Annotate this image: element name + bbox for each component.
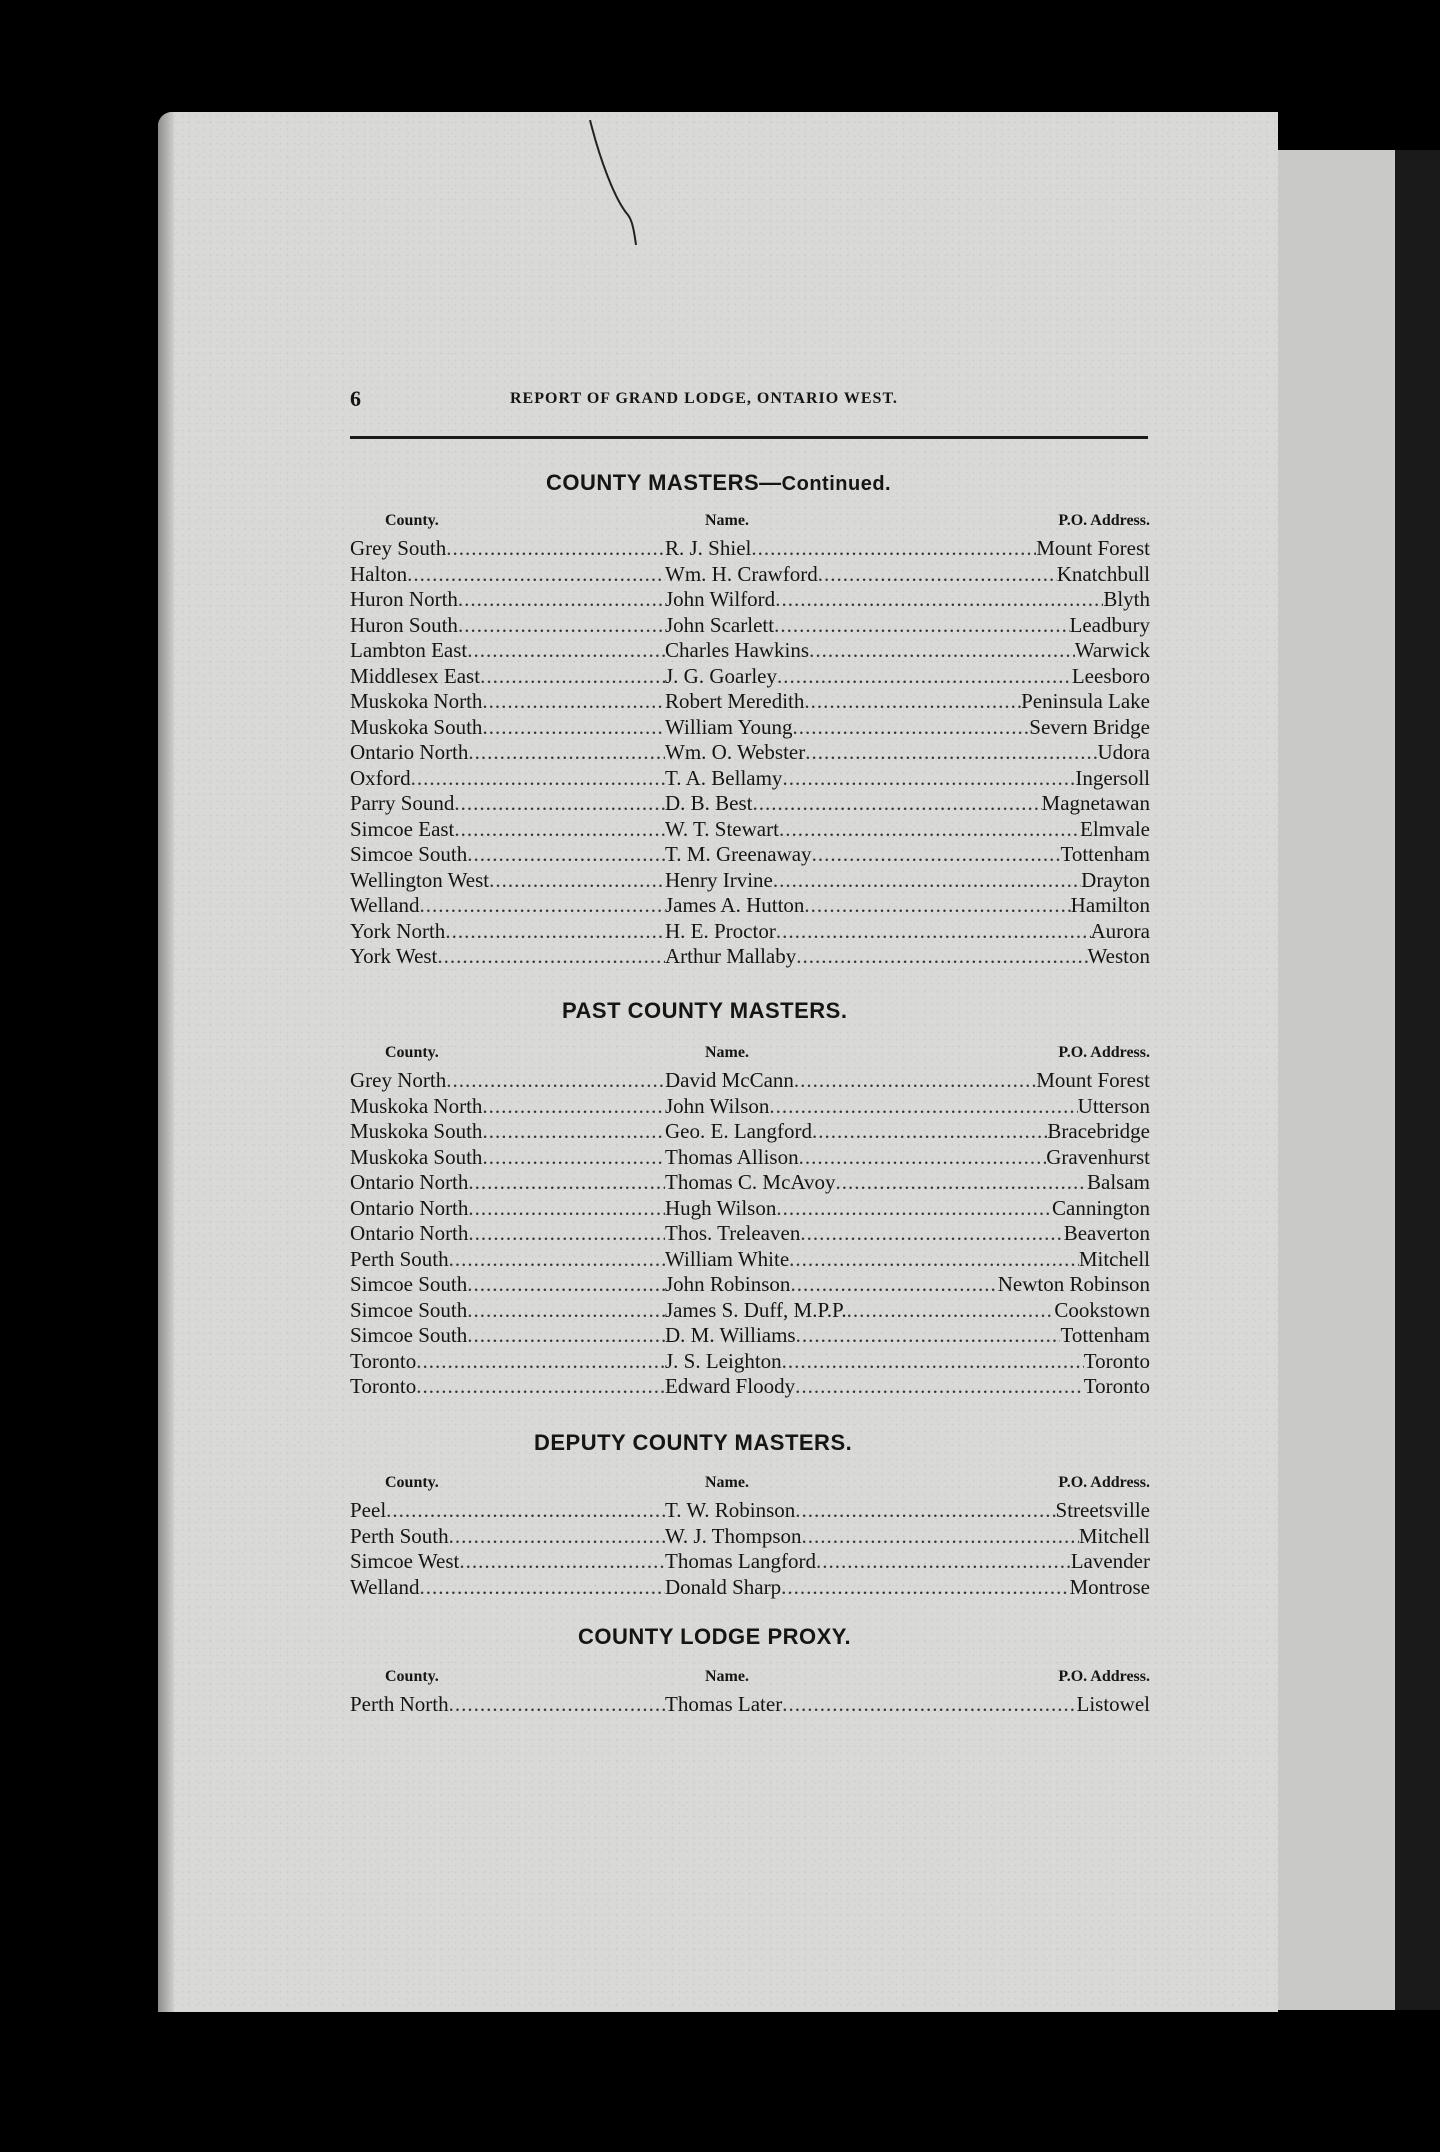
name-cell: Wm. O. Webster bbox=[665, 740, 806, 764]
leader-dots bbox=[467, 638, 665, 663]
list-row bbox=[350, 1068, 1150, 1094]
leader-dots bbox=[449, 1692, 665, 1717]
address-cell: Gravenhurst bbox=[1046, 1144, 1150, 1169]
list-row bbox=[350, 919, 1150, 945]
county-cell: Huron North bbox=[350, 587, 458, 611]
county-cell: Perth North bbox=[350, 1692, 449, 1716]
county-lodge-proxy-list bbox=[350, 1692, 1150, 1718]
name-cell: William White bbox=[665, 1246, 790, 1271]
leader-dots bbox=[800, 1221, 1063, 1246]
leader-dots bbox=[467, 1272, 665, 1297]
address-cell: Leadbury bbox=[1069, 612, 1150, 637]
leader-dots bbox=[799, 1145, 1047, 1170]
leader-dots bbox=[467, 842, 665, 867]
name-cell: Thomas Later bbox=[665, 1692, 783, 1716]
leader-dots bbox=[458, 613, 665, 638]
county-masters-list bbox=[350, 536, 1150, 970]
county-cell: Muskoka North bbox=[350, 1093, 483, 1118]
name-cell: R. J. Shiel bbox=[665, 536, 752, 560]
list-row bbox=[350, 842, 1150, 868]
list-row bbox=[350, 1170, 1150, 1196]
page-number: 6 bbox=[350, 386, 362, 411]
leader-dots bbox=[467, 1323, 665, 1348]
leader-dots bbox=[482, 1094, 665, 1119]
facing-page-shadow bbox=[1395, 150, 1440, 2010]
name-cell: John Wilford bbox=[665, 587, 776, 611]
county-cell: Muskoka South bbox=[350, 1119, 483, 1143]
address-cell: Balsam bbox=[1087, 1170, 1150, 1194]
leader-dots bbox=[782, 1349, 1084, 1374]
name-cell: D. M. Williams bbox=[665, 1323, 796, 1347]
list-row bbox=[350, 1094, 1150, 1120]
list-row bbox=[350, 638, 1150, 664]
leader-dots bbox=[805, 740, 1097, 765]
address-cell: Drayton bbox=[1081, 867, 1150, 892]
header-county: County. bbox=[385, 1668, 439, 1685]
address-cell: Mount Forest bbox=[1036, 536, 1150, 560]
address-cell: Toronto bbox=[1083, 1348, 1150, 1373]
county-cell: Wellington West bbox=[350, 867, 490, 892]
leader-dots bbox=[751, 536, 1036, 561]
name-cell: Arthur Mallaby bbox=[665, 944, 797, 968]
leader-dots bbox=[836, 1170, 1087, 1195]
list-row bbox=[350, 562, 1150, 588]
address-cell: Listowel bbox=[1076, 1692, 1150, 1716]
county-cell: Muskoka North bbox=[350, 689, 483, 713]
leader-dots bbox=[468, 1221, 665, 1246]
leader-dots bbox=[468, 740, 665, 765]
name-cell: Geo. E. Langford bbox=[665, 1119, 812, 1143]
leader-dots bbox=[454, 817, 665, 842]
list-row bbox=[350, 1196, 1150, 1222]
list-row bbox=[350, 791, 1150, 817]
past-county-masters-list bbox=[350, 1068, 1150, 1400]
header-address: P.O. Address. bbox=[1058, 1474, 1150, 1491]
leader-dots bbox=[449, 1524, 665, 1549]
address-cell: Toronto bbox=[1083, 1374, 1150, 1398]
county-cell: Toronto bbox=[350, 1348, 417, 1373]
address-cell: Tottenham bbox=[1060, 842, 1150, 866]
header-address: P.O. Address. bbox=[1058, 1668, 1150, 1685]
county-cell: Peel bbox=[350, 1498, 387, 1522]
address-cell: Newton Robinson bbox=[997, 1272, 1150, 1296]
county-cell: Muskoka South bbox=[350, 1144, 483, 1169]
leader-dots bbox=[458, 587, 665, 612]
leader-dots bbox=[776, 919, 1091, 944]
leader-dots bbox=[812, 1119, 1047, 1144]
list-row bbox=[350, 868, 1150, 894]
leader-dots bbox=[753, 791, 1042, 816]
leader-dots bbox=[437, 944, 665, 969]
county-cell: Ontario North bbox=[350, 1170, 469, 1194]
header-county: County. bbox=[385, 1044, 439, 1061]
header-address: P.O. Address. bbox=[1058, 1044, 1150, 1061]
address-cell: Streetsville bbox=[1055, 1498, 1150, 1522]
leader-dots bbox=[407, 562, 665, 587]
leader-dots bbox=[459, 1549, 665, 1574]
name-cell: Thomas Allison bbox=[665, 1144, 799, 1169]
name-cell: T. W. Robinson bbox=[665, 1498, 796, 1522]
list-row bbox=[350, 1498, 1150, 1524]
column-headers bbox=[350, 1668, 1150, 1690]
county-cell: Welland bbox=[350, 1574, 420, 1599]
leader-dots bbox=[774, 613, 1069, 638]
list-row bbox=[350, 1247, 1150, 1273]
header-name: Name. bbox=[705, 1044, 749, 1061]
leader-dots bbox=[775, 587, 1103, 612]
name-cell: Wm. H. Crawford bbox=[665, 561, 818, 586]
deputy-county-masters-list bbox=[350, 1498, 1150, 1600]
leader-dots bbox=[789, 1247, 1079, 1272]
address-cell: Elmvale bbox=[1080, 816, 1150, 841]
name-cell: W. J. Thompson bbox=[665, 1523, 802, 1548]
list-row bbox=[350, 1524, 1150, 1550]
page-edge-shadow bbox=[158, 112, 174, 2012]
county-cell: Perth South bbox=[350, 1523, 449, 1548]
address-cell: Montrose bbox=[1069, 1574, 1150, 1599]
leader-dots bbox=[419, 893, 665, 918]
leader-dots bbox=[773, 868, 1081, 893]
name-cell: John Robinson bbox=[665, 1272, 791, 1296]
name-cell: Robert Meredith bbox=[665, 689, 805, 713]
name-cell: J. S. Leighton bbox=[665, 1348, 782, 1373]
county-cell: Simcoe South bbox=[350, 1297, 468, 1322]
name-cell: Edward Floody bbox=[665, 1374, 796, 1398]
leader-dots bbox=[781, 1575, 1069, 1600]
list-row bbox=[350, 1298, 1150, 1324]
leader-dots bbox=[847, 1298, 1055, 1323]
address-cell: Bracebridge bbox=[1047, 1119, 1150, 1143]
list-row bbox=[350, 587, 1150, 613]
list-row bbox=[350, 1549, 1150, 1575]
county-cell: Simcoe West bbox=[350, 1549, 460, 1573]
name-cell: John Wilson bbox=[665, 1093, 770, 1118]
county-cell: Simcoe South bbox=[350, 842, 468, 866]
county-cell: Grey South bbox=[350, 536, 447, 560]
leader-dots bbox=[454, 791, 665, 816]
name-cell: David McCann bbox=[665, 1068, 794, 1092]
column-headers bbox=[350, 1044, 1150, 1066]
county-cell: Huron South bbox=[350, 612, 458, 637]
address-cell: Mount Forest bbox=[1036, 1068, 1150, 1092]
address-cell: Hamilton bbox=[1070, 893, 1150, 917]
county-cell: York North bbox=[350, 918, 446, 943]
address-cell: Severn Bridge bbox=[1029, 714, 1150, 739]
county-cell: Ontario North bbox=[350, 1221, 469, 1245]
leader-dots bbox=[468, 1170, 665, 1195]
name-cell: W. T. Stewart bbox=[665, 816, 779, 841]
header-name: Name. bbox=[705, 512, 749, 529]
leader-dots bbox=[796, 944, 1087, 969]
list-row bbox=[350, 1272, 1150, 1298]
leader-dots bbox=[446, 1068, 665, 1093]
header-county: County. bbox=[385, 512, 439, 529]
leader-dots bbox=[790, 1272, 997, 1297]
name-cell: J. G. Goarley bbox=[665, 663, 777, 688]
leader-dots bbox=[482, 689, 665, 714]
name-cell: Thomas C. McAvoy bbox=[665, 1170, 836, 1194]
list-row bbox=[350, 1374, 1150, 1400]
name-cell: Hugh Wilson bbox=[665, 1195, 777, 1220]
leader-dots bbox=[449, 1247, 665, 1272]
leader-dots bbox=[416, 1374, 665, 1399]
name-cell: Henry Irvine bbox=[665, 867, 773, 892]
county-cell: Middlesex East bbox=[350, 663, 481, 688]
county-cell: Halton bbox=[350, 561, 408, 586]
header-name: Name. bbox=[705, 1668, 749, 1685]
list-row bbox=[350, 740, 1150, 766]
county-cell: Lambton East bbox=[350, 638, 468, 662]
address-cell: Magnetawan bbox=[1041, 791, 1150, 815]
list-row bbox=[350, 1692, 1150, 1718]
county-cell: Grey North bbox=[350, 1068, 447, 1092]
column-headers bbox=[350, 512, 1150, 534]
list-row bbox=[350, 817, 1150, 843]
leader-dots bbox=[467, 1298, 665, 1323]
address-cell: Warwick bbox=[1074, 638, 1150, 662]
name-cell: H. E. Proctor bbox=[665, 918, 776, 943]
column-headers bbox=[350, 1474, 1150, 1496]
leader-dots bbox=[779, 817, 1080, 842]
list-row bbox=[350, 1349, 1150, 1375]
list-row bbox=[350, 664, 1150, 690]
leader-dots bbox=[793, 715, 1030, 740]
leader-dots bbox=[796, 1323, 1061, 1348]
leader-dots bbox=[809, 638, 1075, 663]
leader-dots bbox=[804, 689, 1021, 714]
leader-dots bbox=[482, 1145, 665, 1170]
section-title-suffix: Continued. bbox=[781, 473, 892, 495]
county-cell: York West bbox=[350, 944, 438, 968]
leader-dots bbox=[816, 1549, 1071, 1574]
name-cell: Donald Sharp bbox=[665, 1574, 782, 1599]
leader-dots bbox=[776, 1196, 1052, 1221]
list-row bbox=[350, 1145, 1150, 1171]
name-cell: Thomas Langford bbox=[665, 1549, 817, 1573]
section-title-text: COUNTY LODGE PROXY. bbox=[578, 1624, 852, 1649]
leader-dots bbox=[812, 842, 1061, 867]
leader-dots bbox=[777, 664, 1072, 689]
address-cell: Utterson bbox=[1077, 1093, 1150, 1118]
running-head: REPORT OF GRAND LODGE, ONTARIO WEST. bbox=[510, 390, 898, 407]
header-county: County. bbox=[385, 1474, 439, 1491]
address-cell: Leesboro bbox=[1071, 663, 1150, 688]
header-name: Name. bbox=[705, 1474, 749, 1491]
leader-dots bbox=[782, 766, 1075, 791]
list-row bbox=[350, 715, 1150, 741]
leader-dots bbox=[482, 715, 665, 740]
header-address: P.O. Address. bbox=[1058, 512, 1150, 529]
section-title-text: COUNTY MASTERS bbox=[546, 470, 760, 495]
county-cell: Welland bbox=[350, 893, 420, 917]
leader-dots bbox=[468, 1196, 665, 1221]
county-cell: Toronto bbox=[350, 1374, 417, 1398]
leader-dots bbox=[411, 766, 665, 791]
name-cell: T. A. Bellamy bbox=[665, 765, 783, 790]
section-title-text: DEPUTY COUNTY MASTERS. bbox=[534, 1430, 853, 1455]
leader-dots bbox=[794, 1068, 1036, 1093]
county-cell: Parry Sound bbox=[350, 791, 455, 815]
address-cell: Peninsula Lake bbox=[1021, 689, 1150, 713]
name-cell: William Young bbox=[665, 714, 793, 739]
name-cell: James S. Duff, M.P.P. bbox=[665, 1297, 847, 1322]
leader-dots bbox=[416, 1349, 665, 1374]
county-cell: Oxford bbox=[350, 765, 411, 790]
county-cell: Ontario North bbox=[350, 1195, 469, 1220]
name-cell: D. B. Best bbox=[665, 791, 753, 815]
section-title-county-lodge-proxy bbox=[578, 1624, 851, 1650]
address-cell: Cookstown bbox=[1054, 1297, 1150, 1322]
address-cell: Udora bbox=[1097, 740, 1150, 764]
name-cell: James A. Hutton bbox=[665, 893, 805, 917]
section-title-past-county-masters bbox=[562, 998, 847, 1024]
address-cell: Beaverton bbox=[1063, 1221, 1150, 1245]
county-cell: Perth South bbox=[350, 1246, 449, 1271]
leader-dots bbox=[802, 1524, 1079, 1549]
list-row bbox=[350, 1221, 1150, 1247]
list-row bbox=[350, 1323, 1150, 1349]
section-title-deputy-county-masters bbox=[534, 1430, 852, 1456]
leader-dots bbox=[795, 1498, 1055, 1523]
section-title-text: PAST COUNTY MASTERS. bbox=[562, 998, 848, 1023]
leader-dots bbox=[480, 664, 665, 689]
address-cell: Mitchell bbox=[1078, 1246, 1150, 1271]
name-cell: John Scarlett bbox=[665, 612, 775, 637]
list-row bbox=[350, 1119, 1150, 1145]
leader-dots bbox=[818, 562, 1057, 587]
county-cell: Simcoe East bbox=[350, 816, 455, 841]
address-cell: Ingersoll bbox=[1075, 765, 1150, 790]
leader-dots bbox=[482, 1119, 665, 1144]
list-row bbox=[350, 1575, 1150, 1601]
county-cell: Simcoe South bbox=[350, 1323, 468, 1347]
address-cell: Knatchbull bbox=[1056, 561, 1150, 586]
leader-dots bbox=[386, 1498, 665, 1523]
list-row bbox=[350, 689, 1150, 715]
address-cell: Cannington bbox=[1052, 1195, 1150, 1220]
leader-dots bbox=[419, 1575, 665, 1600]
name-cell: Thos. Treleaven bbox=[665, 1221, 801, 1245]
county-cell: Simcoe South bbox=[350, 1272, 468, 1296]
address-cell: Aurora bbox=[1090, 918, 1150, 943]
address-cell: Lavender bbox=[1070, 1549, 1150, 1573]
list-row bbox=[350, 893, 1150, 919]
leader-dots bbox=[489, 868, 665, 893]
address-cell: Blyth bbox=[1103, 587, 1150, 611]
county-cell: Ontario North bbox=[350, 740, 469, 764]
name-cell: T. M. Greenaway bbox=[665, 842, 812, 866]
name-cell: Charles Hawkins bbox=[665, 638, 810, 662]
leader-dots bbox=[769, 1094, 1077, 1119]
list-row bbox=[350, 766, 1150, 792]
list-row bbox=[350, 613, 1150, 639]
header-rule bbox=[350, 436, 1148, 439]
list-row bbox=[350, 944, 1150, 970]
section-title-county-masters: COUNTY MASTERS—Continued. bbox=[546, 470, 892, 495]
pen-mark-decoration bbox=[570, 120, 650, 250]
leader-dots bbox=[446, 536, 665, 561]
county-cell: Muskoka South bbox=[350, 714, 483, 739]
address-cell: Mitchell bbox=[1078, 1523, 1150, 1548]
address-cell: Tottenham bbox=[1060, 1323, 1150, 1347]
list-row bbox=[350, 536, 1150, 562]
leader-dots bbox=[804, 893, 1070, 918]
leader-dots bbox=[445, 919, 665, 944]
address-cell: Weston bbox=[1087, 944, 1150, 968]
leader-dots bbox=[782, 1692, 1076, 1717]
leader-dots bbox=[795, 1374, 1084, 1399]
